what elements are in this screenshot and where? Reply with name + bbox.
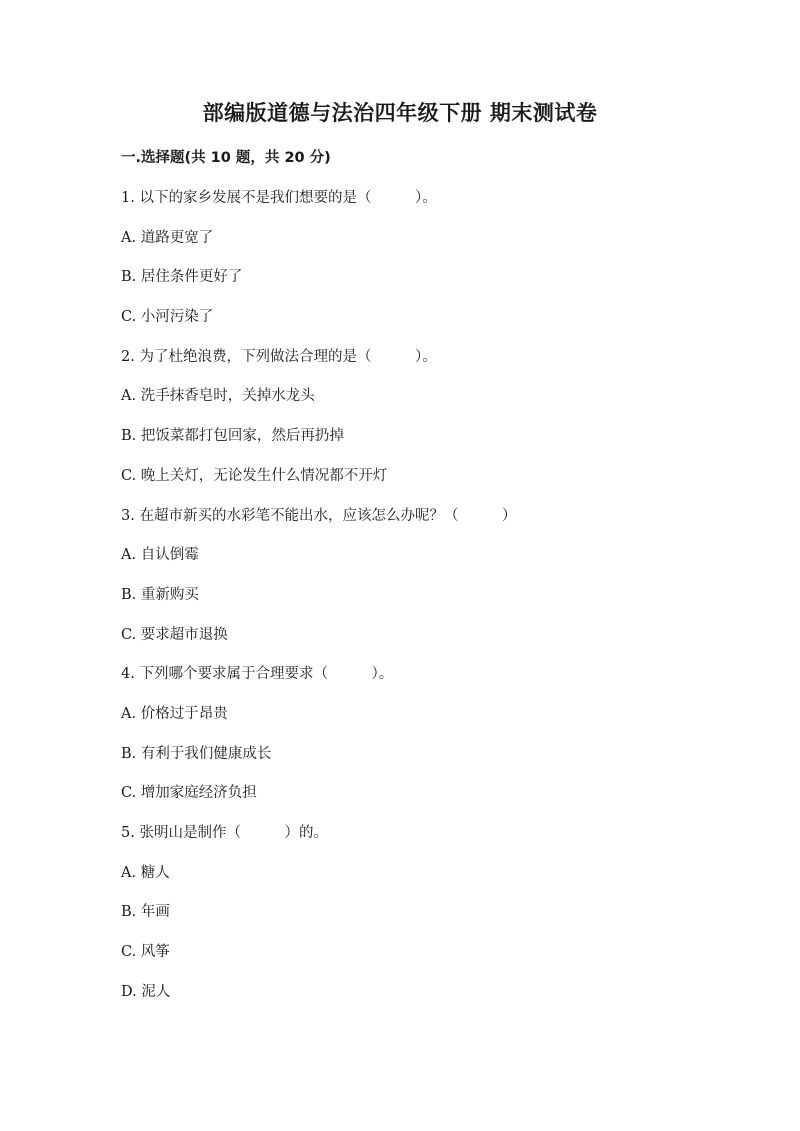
answer-option: B. 年画 bbox=[121, 904, 170, 921]
answer-option: B. 有利于我们健康成长 bbox=[121, 745, 272, 762]
answer-option: C. 增加家庭经济负担 bbox=[121, 785, 257, 802]
question-stem: 5. 张明山是制作（ ）的。 bbox=[121, 825, 328, 841]
answer-option: B. 居住条件更好了 bbox=[121, 269, 243, 286]
answer-option: A. 价格过于昂贵 bbox=[121, 705, 228, 722]
answer-option: A. 洗手抹香皂时，关掉水龙头 bbox=[121, 388, 315, 405]
question-stem: 1. 以下的家乡发展不是我们想要的是（ ）。 bbox=[121, 190, 437, 206]
page-title: 部编版道德与法治四年级下册 期末测试卷 bbox=[202, 100, 598, 125]
question-stem: 4. 下列哪个要求属于合理要求（ ）。 bbox=[121, 666, 394, 683]
answer-option: D. 泥人 bbox=[121, 983, 171, 1000]
answer-option: A. 道路更宽了 bbox=[121, 229, 214, 246]
answer-option: C. 风筝 bbox=[121, 944, 170, 961]
answer-option: C. 要求超市退换 bbox=[121, 626, 228, 643]
question-list bbox=[121, 186, 721, 1019]
answer-option: C. 小河污染了 bbox=[121, 309, 214, 326]
answer-option: A. 自认倒霉 bbox=[121, 547, 199, 564]
answer-option: A. 糖人 bbox=[121, 864, 170, 881]
answer-option: C. 晚上关灯，无论发生什么情况都不开灯 bbox=[121, 467, 388, 484]
answer-option: B. 重新购买 bbox=[121, 586, 199, 603]
question-stem: 2. 为了杜绝浪费，下列做法合理的是（ ）。 bbox=[121, 348, 437, 365]
answer-option: B. 把饭菜都打包回家，然后再扔掉 bbox=[121, 428, 344, 445]
section-heading: 一.选择题(共 10 题，共 20 分) bbox=[121, 150, 331, 166]
question-stem: 3. 在超市新买的水彩笔不能出水，应该怎么办呢？（ ） bbox=[121, 507, 517, 524]
